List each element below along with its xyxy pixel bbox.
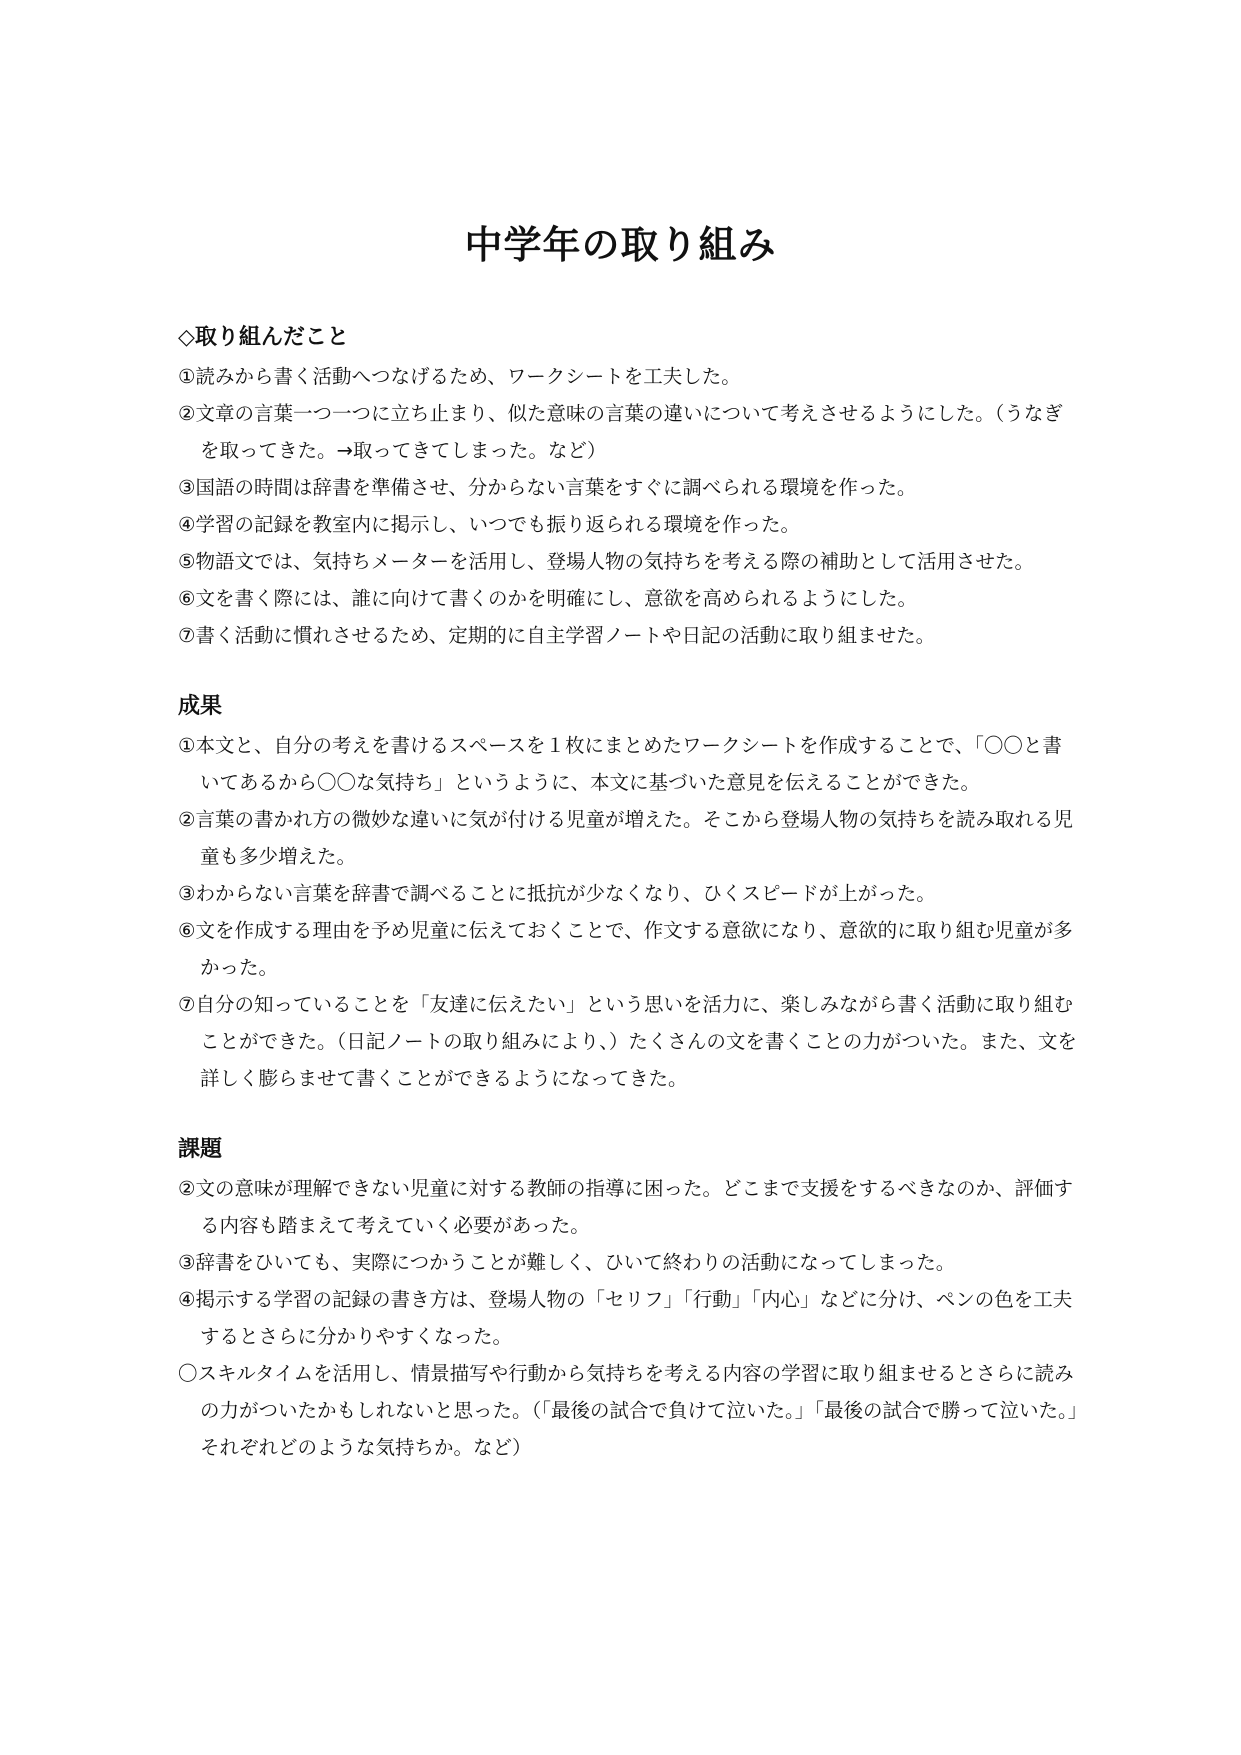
page-title: 中学年の取り組み [464,223,777,267]
list-item: ⑦書く活動に慣れさせるため、定期的に自主学習ノートや日記の活動に取り組ませた。 [178,624,936,647]
list-item: ①本文と、自分の考えを書けるスペースを１枚にまとめたワークシートを作成することで、「〇〇と書いてあるから〇〇な気持ち」というように、本文に基づいた意見を伝えることができた。 [178,734,1062,794]
list-item: ①読みから書く活動へつなげるため、ワークシートを工夫した。 [178,365,741,388]
list-item: ③わからない言葉を辞書で調べることに抵抗が少なくなり、ひくスピードが上がった。 [178,882,936,905]
section-heading-results: 成果 [178,694,223,719]
section-results [178,689,1078,1097]
issues-list [178,1170,1098,1466]
list-item: 〇スキルタイムを活用し、情景描写や行動から気持ちを考える内容の学習に取り組ませるとさらに読みの力がついたかもしれないと思った。（「最後の試合で負けて泣いた。」「最後の試合で勝って泣いた。」 それぞれどのような気持ちか。など） [178,1362,1098,1459]
list-item: ⑦自分の知っていることを「友達に伝えたい」という思いを活力に、楽しみながら書く活動に取り組むことができた。（日記ノートの取り組みにより、）たくさんの文を書くことの力がついた。また、文を詳しく膨らませて書くことができるようになってきた。 [178,993,1077,1090]
list-item: ⑤物語文では、気持ちメーターを活用し、登場人物の気持ちを考える際の補助として活用させた。 [178,550,1034,573]
section-heading-efforts: ◇取り組んだこと [178,325,349,350]
list-item: ⑥文を作成する理由を予め児童に伝えておくことで、作文する意欲になり、意欲的に取り組む児童が多かった。 [178,919,1073,979]
list-item: ③国語の時間は辞書を準備させ、分からない言葉をすぐに調べられる環境を作った。 [178,476,917,499]
list-item: ④掲示する学習の記録の書き方は、登場人物の「セリフ」「行動」「内心」などに分け、ペンの色を工夫するとさらに分かりやすくなった。 [178,1288,1073,1348]
list-item: ④学習の記録を教室内に掲示し、いつでも振り返られる環境を作った。 [178,513,800,536]
efforts-list [178,358,1078,654]
document-body [178,320,1098,1466]
section-issues [178,1132,1098,1466]
list-item: ②文の意味が理解できない児童に対する教師の指導に困った。どこまで支援をするべきなのか、評価する内容も踏まえて考えていく必要があった。 [178,1177,1073,1237]
list-item: ②文章の言葉一つ一つに立ち止まり、似た意味の言葉の違いについて考えさせるようにした。（うなぎを取ってきた。→取ってきてしまった。など） [178,402,1063,462]
section-efforts [178,320,1078,654]
list-item: ⑥文を書く際には、誰に向けて書くのかを明確にし、意欲を高められるようにした。 [178,587,917,610]
section-heading-issues: 課題 [178,1137,223,1162]
list-item: ②言葉の書かれ方の微妙な違いに気が付ける児童が増えた。そこから登場人物の気持ちを読み取れる児童も多少増えた。 [178,808,1073,868]
results-list [178,727,1078,1097]
list-item: ③辞書をひいても、実際につかうことが難しく、ひいて終わりの活動になってしまった。 [178,1251,956,1274]
